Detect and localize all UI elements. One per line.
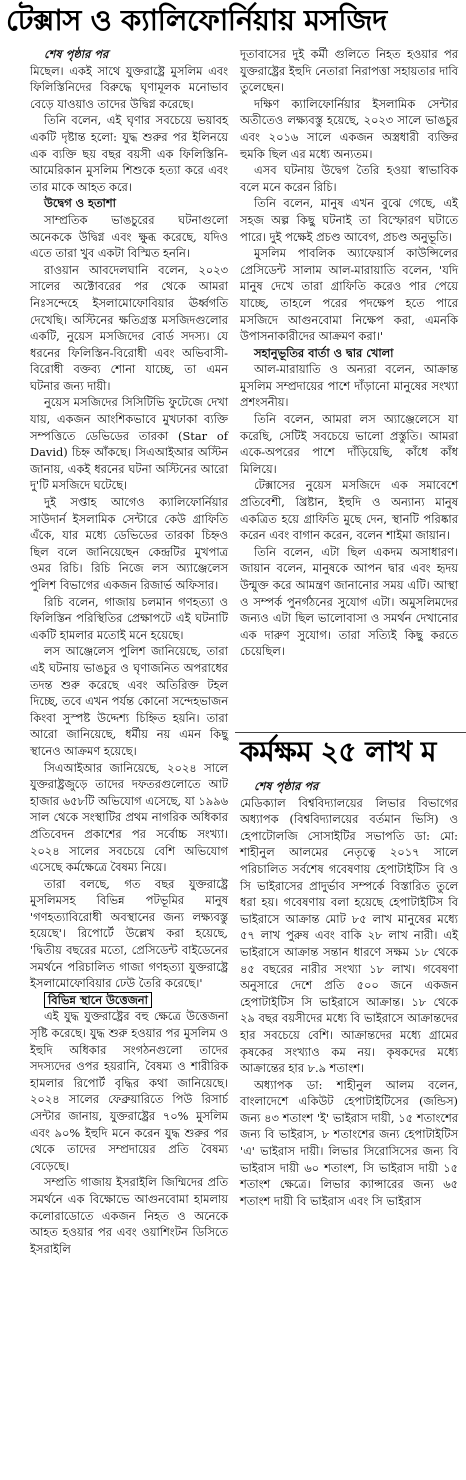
paragraph: সাম্প্রতিক ভাঙচুরের ঘটনাগুলো অনেককে উদ্বিগ্ন এবং ক্ষুব্ধ করেছে, যদিও এতে তারা খুব একটা বিস্মিত হননি। [30,212,228,261]
paragraph: আল-মারায়াতি ও অন্যরা বলেন, আক্রান্ত মুসলিম সম্প্রদায়ের পাশে দাঁড়ানো মানুষের সংখ্যা প্রশংসনীয়। [240,362,458,410]
paragraph: দূতাবাসের দুই কর্মী গুলিতে নিহত হওয়ার পর যুক্তরাষ্ট্রের ইহুদি নেতারা নিরাপত্তা সহায়তার দাবি তুলেছেন। [240,47,459,95]
paragraph: মুসলিম পাবলিক অ্যাফেয়ার্স কাউন্সিলের প্রেসিডেন্ট সালাম আল-মারায়াতি বলেন, 'যদি মানুষ দেখে তারা গ্রাফিতি করেও পার পেয়ে যাচ্ছে, তাহলে পরের পদক্ষেপ হতে পারে মসজিদে আগুনবোমা নিক্ষেপ করা, এমনকি উপাসনাকারীদের আক্রমণ করা।' [240,246,458,344]
paragraph: তিনি বলেন, এই ঘৃণার সবচেয়ে ভয়াবহ একটি দৃষ্টান্ত হলো: যুদ্ধ শুরুর পর ইলিনয়ে এক ব্যক্তি ছয় বছর বয়সী এক ফিলিস্তিনি-আমেরিকান মুসলিম শিশুকে হত্যা করে এবং তার মাকে আহত করে। [30,113,228,194]
paragraph: তিনি বলেন, মানুষ এখন বুঝে গেছে, এই সহজ অল্প কিছু ঘটনাই তা বিস্ফোরণ ঘটাতে পারে। দুই পক্ষেই প্রচণ্ড আবেগ, প্রচণ্ড অনুভূতি। [240,196,458,244]
paragraph: তারা বলছে, গত বছর যুক্তরাষ্ট্রে মুসলিমসহ বিভিন্ন পটভূমির মানুষ 'গণহত্যাবিরোধী অবস্থানের জন্য লক্ষ্যবস্তু হয়েছে'। রিপোর্টে উল্লেখ করা হয়েছে, 'দ্বিতীয় বছরের মতো, প্রেসিডেন্ট বাইডেনের সমর্থনে পরিচালিত গাজা গণহত্যা যুক্তরাষ্ট্রে ইসলামোফোবিয়ার ঢেউ তৈরি করেছে।' [30,876,228,991]
subheading: সহানুভূতির বার্তা ও দ্বার খোলা [254,345,394,360]
paragraph: সিএআইআর জানিয়েছে, ২০২৪ সালে যুক্তরাষ্ট্রজুড়ে তাদের দফতরগুলোতে আট হাজার ৬৫৮টি অভিযোগ এসেছে, যা ১৯৯৬ সাল থেকে সংস্থাটির প্রথম নাগরিক অধিকার প্রতিবেদন প্রকাশের পর সর্বোচ্চ সংখ্যা। ২০২৪ সালের সবচেয়ে বেশি অভিযোগ এসেছে কর্মক্ষেত্রে বৈষম্য নিয়ে। [30,760,228,875]
paragraph: অধ্যাপক ডা: শাহীনুল আলম বলেন, বাংলাদেশে একিউট হেপাটাইটিসের (জন্ডিস) জন্য ৪৩ শতাংশ 'ই' ভাইরাস দায়ী, ১৫ শতাংশের জন্য বি ভাইরাস, ৮ শতাংশের জন্য হেপাটাইটিস 'এ' ভাইরাস দায়ী। লিভার সিরোসিসের জন্য বি ভাইরাস দায়ী ৬০ শতাংশ, সি ভাইরাস দায়ী ১৫ শতাংশ ক্ষেত্রে। লিভার ক্যান্সারের জন্য ৬৫ শতাংশ দায়ী বি ভাইরাস এবং সি ভাইরাস [240,1077,458,1208]
paragraph: মিছেল। একই সাথে যুক্তরাষ্ট্রে মুসলিম এবং ফিলিস্তিনিদের বিরুদ্ধে ঘৃণামূলক মনোভাব বেড়ে যাওয়াও তাদের উদ্বিগ্ন করেছে। [30,63,228,111]
article-headline: টেক্সাস ও ক্যালিফোর্নিয়ায় মসজিদ [6,3,387,37]
paragraph: লস আঞ্জেলেস পুলিশ জানিয়েছে, তারা এই ঘটনায় ভাঙচুর ও ঘৃণাজনিত অপরাধের তদন্ত শুরু করেছে এবং অতিরিক্ত টহল দিচ্ছে, তবে এখন পর্যন্ত কোনো সন্দেহভাজন কিংবা সুস্পষ্ট উদ্দেশ্য চিহ্নিত হয়নি। তারা আরো জানিয়েছে, ধর্মীয় নয় এমন কিছু স্থানেও আক্রমণ হয়েছে। [30,644,228,758]
paragraph: তিনি বলেন, আমরা লস অ্যাঞ্জেলেসে যা করেছি, সেটিই সবচেয়ে ভালো প্রস্তুতি। আমরা একে-অপরের পাশে দাঁড়িয়েছি, কাঁধে কাঁধ মিলিয়ে। [240,412,458,476]
paragraph: টেক্সাসের নুয়েস মসজিদে এক সমাবেশে প্রতিবেশী, খ্রিষ্টান, ইহুদি ও অন্যান্য মানুষ একত্রিত হয়ে গ্রাফিতি মুছে দেন, স্থানটি পরিষ্কার করেন এবং বাগান করেন, বলেন শাইমা জায়ান। [240,478,458,543]
article-left-column [30,46,228,1257]
paragraph: মেডিক্যাল বিশ্ববিদ্যালয়ের লিভার বিভাগের অধ্যাপক (বিশ্ববিদ্যালয়ের বর্তমান ভিসি) ও হেপাটোলজি সোসাইটির সভাপতি ডা: মো: শাহীনুল আলমের নেতৃত্বে ২০১৭ সালে পরিচালিত সর্বশেষ গবেষণায় হেপাটাইটিস বি ও সি ভাইরাসের প্রাদুর্ভাব সম্পর্কে বিস্তারিত তুলে ধরা হয়। গবেষণায় বলা হয়েছে হেপাটাইটিস বি ভাইরাসে আক্রান্ত মোট ৮৫ লাখ মানুষের মধ্যে ৫৭ লাখ পুরুষ এবং বাকি ২৮ লাখ নারী। এই ভাইরাসে আক্রান্ত সন্তান ধারণে সক্ষম ১৮ থেকে ৪৫ বছরের নারীর সংখ্যা ১৮ লাখ। গবেষণা অনুসারে দেশে প্রতি ৫০০ জনে একজন হেপাটাইটিস সি ভাইরাসে আক্রান্ত। ১৮ থেকে ২৯ বছর বয়সীদের মধ্যে বি ভাইরাসে আক্রান্তদের হার সবচেয়ে বেশি। আক্রান্তদের মধ্যে গ্রামের কৃষকের সংখ্যাও কম নয়। কৃষকদের মধ্যে আক্রান্তের হার ৮.৯ শতাংশ। [240,795,458,1076]
paragraph: নুয়েস মসজিদের সিসিটিভি ফুটেজে দেখা যায়, একজন আংশিকভাবে মুখঢাকা ব্যক্তি সম্পত্তিতে ডেভিডের তারকা (Star of David) চিহ্ন আঁকছে। সিএআইআর অস্টিন জানায়, একই ধরনের ঘটনা অস্টিনের আরো দু'টি মসজিদে ঘটেছে। [30,395,228,493]
article-column [240,778,458,1209]
subheading-boxed-text: বিভিন্ন স্থানে উত্তেজনা [44,992,152,1008]
paragraph: তিনি বলেন, এটা ছিল একদম অসাধারণ। জায়ান বলেন, মানুষকে আপন দ্বার এবং হৃদয় উন্মুক্ত করে আমন্ত্রণ জানানোর সময় এটি। আস্থা ও সম্পর্ক পুনর্গঠনের সুযোগ এটা। অমুসলিমদের জন্যও এটা ছিল ভালোবাসা ও সমর্থন দেখানোর এক দারুণ সুযোগ। তারা সত্যিই কিছু করতে চেয়েছিল। [240,544,458,659]
paragraph: রাওয়ান আবদেলঘানি বলেন, ২০২৩ সালের অক্টোবরের পর থেকে আমরা নিঃসন্দেহে ইসলামোফোবিয়ার ঊর্ধ্বগতি দেখেছি। অস্টিনের ক্ষতিগ্রস্ত মসজিদগুলোর একটি, নুয়েস মসজিদের বোর্ড সদস্য। যে ধরনের ফিলিস্তিন-বিরোধী এবং অভিবাসী-বিরোধী বক্তব্য শোনা যাচ্ছে, তা এমন ঘটনার জন্য দায়ী। [30,262,228,393]
paragraph: রিচি বলেন, গাজায় চলমান গণহত্যা ও ফিলিস্তিন পরিস্থিতির প্রেক্ষাপটে এই ঘটনাটি একটি হামলার মতোই মনে হয়েছে। [30,594,228,642]
paragraph: এসব ঘটনায় উদ্বেগ তৈরি হওয়া স্বাভাবিক বলে মনে করেন রিচি। [240,163,458,194]
subheading-boxed [30,992,228,1009]
paragraph: সম্প্রতি গাজায় ইসরাইলি জিম্মিদের প্রতি সমর্থনে এক বিক্ষোভে আগুনবোমা হামলায় কলোরাডোতে একজন নিহত ও অনেকে আহত হওয়ার পর এবং ওয়াশিংটন ডিসিতে ইসরাইলি [30,1175,228,1256]
paragraph: দুই সপ্তাহ আগেও ক্যালিফোর্নিয়ার সাউদার্ন ইসলামিক সেন্টারে কেউ গ্রাফিতি এঁকে, যার মধ্যে ডেভিডের তারকা চিহ্নও ছিল বলে জানিয়েছেন কেন্দ্রটির মুখপাত্র ওমর রিচি। রিচি নিজে লস অ্যাঞ্জেলেস পুলিশ বিভাগের একজন রিজার্ভ অফিসার। [30,495,228,592]
subheading: উদ্বেগ ও হতাশা [44,196,116,211]
section-divider [235,732,466,733]
continued-label: শেষ পৃষ্ঠার পর [44,47,109,61]
continued-label: শেষ পৃষ্ঠার পর [254,779,319,793]
paragraph: দক্ষিণ ক্যালিফোর্নিয়ার ইসলামিক সেন্টার অতীতেও লক্ষ্যবস্তু হয়েছে, ২০২৩ সালে ভাঙচুর এবং ২০১৬ সালে একজন অস্ত্রধারী ব্যক্তির হুমকি ছিল এর মধ্যে অন্যতম। [240,96,458,161]
article-right-column [240,46,458,660]
paragraph: এই যুদ্ধ যুক্তরাষ্ট্রের বহু ক্ষেত্রে উত্তেজনা সৃষ্টি করেছে। যুদ্ধ শুরু হওয়ার পর মুসলিম ও ইহুদি অধিকার সংগঠনগুলো তাদের সদস্যদের ওপর হয়রানি, বৈষম্য ও শারীরিক হামলার রিপোর্ট বৃদ্ধির কথা জানিয়েছে। ২০২৪ সালের ফেব্রুয়ারিতে পিউ রিসার্চ সেন্টার জানায়, যুক্তরাষ্ট্রের ৭০% মুসলিম এবং ৯০% ইহুদি মনে করেন যুদ্ধ শুরুর পর থেকে তাদের সম্প্রদায়ের প্রতি বৈষম্য বেড়েছে। [30,1009,228,1173]
article-headline: কর্মক্ষম ২৫ লাখ ম [240,735,436,768]
